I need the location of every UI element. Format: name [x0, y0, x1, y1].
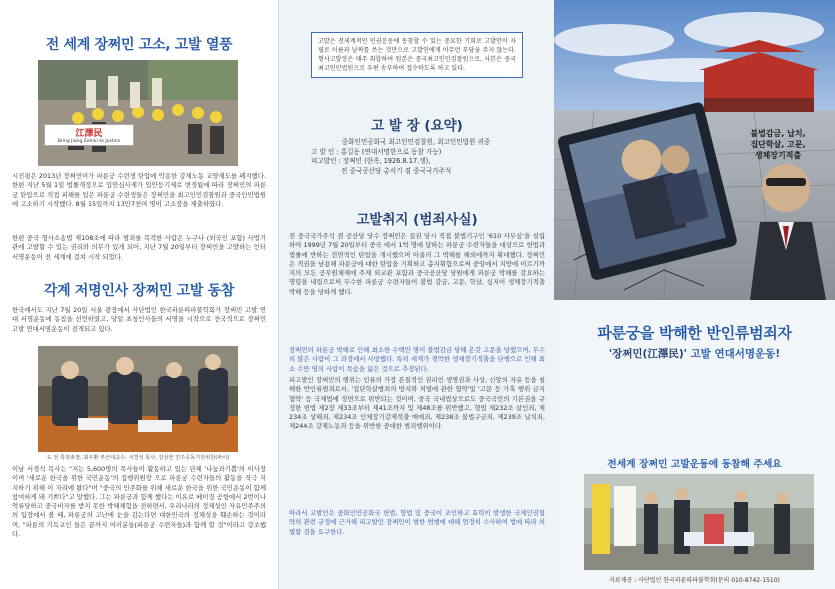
recipient-line: 중화인민공화국 최고인민검찰원, 최고인민법원 귀중 — [341, 138, 491, 146]
cover-illustration — [554, 0, 835, 300]
poster-line-2: 집단학살, 고문, — [750, 140, 806, 149]
cover-subtitle-name: '장쩌민(江澤民)' — [608, 348, 687, 360]
left-panel — [0, 0, 278, 589]
signing-ceremony-image — [38, 346, 238, 452]
defendant-title-line: 전 중국공산당 총서기 겸 중국국가주석 — [341, 166, 452, 175]
paragraph-charges-main: 전 중국국가주석 겸 공산당 당수 장쩌민은 집권 당시 직접 불법기구인 '610 사무실'을 설립하여 1999년 7월 20일부터 중국 에서 1억 명에 달하는 파룬궁 수련자들을 대상으로 헌법과 법률에 반하는 전면적인 탄압을 개시했으며 아울러 그 박해를 해외에까지 확대했다. 장쩌민은 직권을 남용해 파룬궁에 대한 탄압을 기획하고 총지휘함으로써 중앙에서 지방에 이르기까지의 모든 공무원체제에 주재 외교관 포함과 중국공산당 당원에게 파룬궁 박해를 감요하는 명령을 내림으로써 무수한 파룬궁 수련자들이 불법 감금, 고문, 학살, 심지어 생체장기적출 박해 등을 당하게 했다. — [289, 232, 545, 296]
headline-prominent-figures: 각계 저명인사 장쩌민 고발 동참 — [43, 283, 235, 299]
cover-subtitle-rest: 고발 연대서명운동! — [686, 348, 781, 360]
complaint-header-lines — [311, 138, 521, 176]
middle-panel — [278, 0, 554, 589]
protest-march-image — [38, 60, 238, 166]
notice-box-text: 고발은 전세계적인 인권운동에 동참할 수 있는 중요한 기회로 고발인이 자필로 이름과 날짜를 쓰는 것만으로 고발인에게 아무런 부담을 주지 않는다. 형사고발장은 매주 취합하여 원본은 중국최고인민검찰원으로, 사본은 중국최고인민법원으로 우편 송부하여 접수하도록 하고 있다. — [318, 38, 516, 72]
defendant-line: 피고발인 : 장쩌민 (한족, 1926.8.17.생), — [311, 157, 431, 166]
paragraph-legal-violations: 피고발인 장쩌민의 행위는 인류의 가장 본질적인 권리인 생명권과 사상, 신앙의 자유 등을 침해한 반인류범죄로서, '집단학살범죄의 방지와 처벌에 관한 협약'및 '고문 등 가혹 행위 금지 협약' 등 국제법에 정면으로 위반되는 것이며, 중국 국내법상으로도 중국국민의 기본권을 규정한 헌법 제2장 제33조부터 제41조까지 및 제48조를 위반했고, 형법 제232조 살인죄, 제234조 상해죄, 제234조 인체장기강제적출 매매죄, 제238조 불법구금죄, 제239조 납치죄, 제244조 강제노동죄 등을 위반한 중대한 범죄행위이다. — [289, 376, 545, 431]
charges-title: 고발취지 (범죄사실) — [356, 212, 478, 228]
paragraph-casualties: 장쩌민의 파룬궁 박해로 인해 최소한 수백만 명이 불법감금 당해 온갖 고문을 당했으며, 무수히 많은 사람이 그 과정에서 사망했다. 특히 세계가 경악한 생체장기적출을 단행으로 인해 최소 수만 명의 사람이 목숨을 잃은 것으로 추정된다. — [289, 346, 545, 373]
street-campaign-photo — [584, 474, 814, 570]
signing-ceremony-photo — [38, 346, 238, 452]
footer-source: 자료제공 : 사단법인 한국파룬따파불학회(문의 010-8742-1510) — [609, 577, 780, 584]
complaint-summary-title: 고 발 장 (요약) — [371, 118, 463, 134]
headline-global-complaints: 전 세계 장쩌민 고소, 고발 열풍 — [45, 37, 233, 53]
cover-main-title: 파룬궁을 박해한 반인류범죄자 — [597, 324, 792, 342]
complainant-line: 고 발 인 : 홍길동 (연대서명한으로 동참 가능) — [311, 147, 442, 156]
protest-march-photo — [38, 60, 238, 166]
photo-caption: 도 전 특검총장, 최우환 부산대교수, 서경석 목사, 김상헌 민주공동기원위원(파이) — [46, 455, 230, 461]
poster-crimes-text — [726, 128, 830, 161]
paragraph-korea-campaign: 한국에서도 지난 7월 20일 서울 광장에서 사단법인 한국파룬따파불학회가 장쩌민 고발 연대 서명운동에 동참을 선언하였고, 당일 초청인사들의 서명을 시작으로 전국적으로 장쩌민 고발 연대서명운동이 전개되고 있다. — [12, 306, 266, 333]
protest-banner — [44, 124, 134, 146]
poster-line-3: 생체장기적출 — [754, 151, 802, 160]
notice-box — [311, 32, 523, 78]
paragraph-pastor-remarks: 이날 서경석 목사는 "저는 5,600명의 목사들이 활동하고 있는 단체 '나눔과기쁨'의 이사장이며 '새로운 한국을 위한 국민운동'의 집행위원장 으로 파룬궁 수련자들의 활동을 적극 지지하기 위해 이 자리에 왔다"며 "중국의 민주화를 위해 새로운 한국을 위한 국민운동이 함께 참여하게 돼 기쁘다"고 말했다. 그는 파룬궁과 함께 했다는 이유로 베이징 공항에서 2번이나 억류당하고 중국비자를 받지 못한 박해체험을 전하면서, 우리나라의 정체성인 자유민주주의의 입장에서 볼 때, 파룬궁의 고난에 눈을 감는다면 대한민국의 정체성을 훼손하는 것이라며, "파룬의 기독교인 들은 끝까지 여러분들(파룬궁 수련자들)과 함께 할 것"이라고 강조했다. — [12, 465, 266, 539]
paragraph-complaint-background: 시진핑은 2013년 장쩌민이가 파룬궁 수련생 탄압에 악용한 강제노동 교양제도를 폐지했다. 한편 지난 5월 1일 법률개정으로 입안심사제가 입안등기제로 변경됨에 따라 장쩌민의 파룬궁 탄압으로 직접 피해를 입은 파룬궁 수련생들은 장쩌민을 최고인민검찰원과 중국인민법원에 고소하기 시작했다. 8월 15일까지 13만7천여 명이 고소장을 제출하였다. — [12, 172, 266, 208]
paragraph-demand: 따라서 고발인은 중화인민공화국 헌법, 형법 및 중국이 조인하고 효력이 발생한 국제인권협약의 관련 규정에 근거해 피고발인 장쩌민이 범한 범행에 대해 엄정히 수사하여 법에 따라 처벌할 것을 요구한다. — [289, 509, 545, 536]
cover-subtitle — [554, 346, 835, 361]
street-campaign-image — [584, 474, 814, 570]
paragraph-legal-basis: 한편 중국 형사소송법 제108조에 따라 범죄를 목격한 사람은 누구나 (외국인 포함) 사법기관에 고발할 수 있는 권리와 의무가 있게 되어, 지난 7월 20일부터 장쩌민을 고발하는 인터 서명운동이 전 세계에 걸쳐 시작 되었다. — [12, 234, 266, 261]
right-panel — [554, 0, 835, 589]
call-to-action: 전세계 장쩌민 고발운동에 동참해 주세요 — [607, 459, 782, 470]
banner-sign-text: 江澤民 — [75, 129, 103, 139]
poster-line-1: 불법감금, 납치, — [750, 129, 806, 138]
banner-sign-subtext: Bring Jiang Zemin to Justice — [57, 139, 121, 144]
